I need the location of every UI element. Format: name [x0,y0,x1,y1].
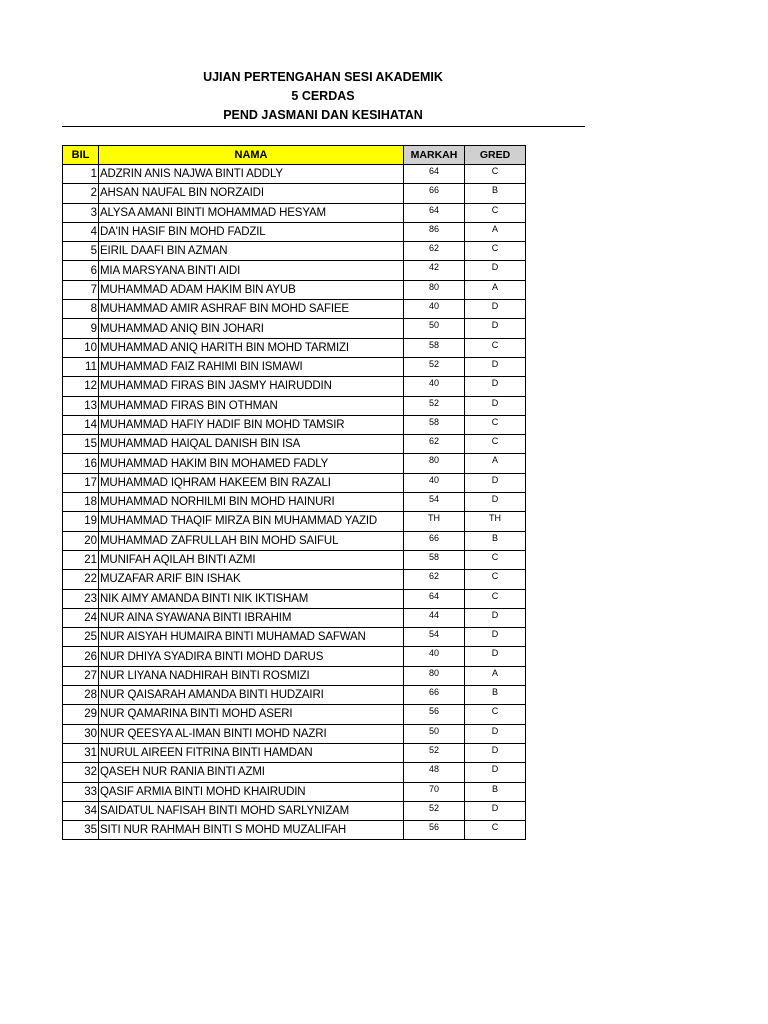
row-number: 14 [63,415,99,434]
student-name: NUR QAISARAH AMANDA BINTI HUDZAIRI [99,686,404,705]
row-number: 33 [63,782,99,801]
row-number: 16 [63,454,99,473]
column-header-gred: GRED [465,146,526,165]
table-row [63,261,526,280]
column-header-nama: NAMA [99,146,404,165]
student-mark: 56 [404,821,465,840]
table-row [63,821,526,840]
student-name: MUHAMMAD HAIQAL DANISH BIN ISA [99,435,404,454]
student-mark: 40 [404,647,465,666]
table-row [63,686,526,705]
student-grade: A [465,222,526,241]
student-name: SAIDATUL NAFISAH BINTI MOHD SARLYNIZAM [99,801,404,820]
student-name: MUHAMMAD IQHRAM HAKEEM BIN RAZALI [99,473,404,492]
student-name: AHSAN NAUFAL BIN NORZAIDI [99,184,404,203]
row-number: 28 [63,686,99,705]
table-row [63,570,526,589]
class-name: 5 CERDAS [291,89,355,103]
table-row [63,184,526,203]
student-mark: 62 [404,435,465,454]
table-row [63,705,526,724]
table-row [63,608,526,627]
student-mark: 58 [404,415,465,434]
student-grade: D [465,396,526,415]
student-name: NUR QEESYA AL-IMAN BINTI MOHD NAZRI [99,724,404,743]
row-number: 8 [63,300,99,319]
student-grade: D [465,647,526,666]
row-number: 30 [63,724,99,743]
student-grade: D [465,261,526,280]
student-mark: 52 [404,801,465,820]
student-name: MUHAMMAD FIRAS BIN JASMY HAIRUDDIN [99,377,404,396]
row-number: 20 [63,531,99,550]
student-grade: D [465,493,526,512]
table-row [63,203,526,222]
row-number: 15 [63,435,99,454]
row-number: 6 [63,261,99,280]
student-grade: D [465,608,526,627]
table-row [63,280,526,299]
table-row [63,357,526,376]
student-mark: 42 [404,261,465,280]
table-row [63,724,526,743]
student-mark: 80 [404,666,465,685]
row-number: 9 [63,319,99,338]
student-mark: 64 [404,203,465,222]
student-mark: TH [404,512,465,531]
student-mark: 62 [404,242,465,261]
student-grade: C [465,435,526,454]
row-number: 19 [63,512,99,531]
student-grade: D [465,743,526,762]
student-mark: 70 [404,782,465,801]
student-mark: 54 [404,628,465,647]
student-mark: 86 [404,222,465,241]
student-name: MUHAMMAD FAIZ RAHIMI BIN ISMAWI [99,357,404,376]
student-name: ADZRIN ANIS NAJWA BINTI ADDLY [99,165,404,184]
student-mark: 54 [404,493,465,512]
student-mark: 44 [404,608,465,627]
student-mark: 40 [404,473,465,492]
row-number: 25 [63,628,99,647]
table-row [63,782,526,801]
student-mark: 58 [404,338,465,357]
student-name: EIRIL DAAFI BIN AZMAN [99,242,404,261]
table-row [63,473,526,492]
student-name: MUHAMMAD ZAFRULLAH BIN MOHD SAIFUL [99,531,404,550]
student-grade: D [465,319,526,338]
student-grade: D [465,300,526,319]
student-name: NIK AIMY AMANDA BINTI NIK IKTISHAM [99,589,404,608]
student-grade: C [465,705,526,724]
row-number: 7 [63,280,99,299]
table-row [63,377,526,396]
table-row [63,435,526,454]
row-number: 31 [63,743,99,762]
student-mark: 40 [404,377,465,396]
table-row [63,242,526,261]
exam-title: UJIAN PERTENGAHAN SESI AKADEMIK [203,70,443,84]
student-grade: C [465,821,526,840]
student-grade: B [465,531,526,550]
student-mark: 64 [404,589,465,608]
student-name: NUR LIYANA NADHIRAH BINTI ROSMIZI [99,666,404,685]
student-grade: C [465,242,526,261]
student-mark: 52 [404,743,465,762]
student-grade: C [465,589,526,608]
student-grade: B [465,686,526,705]
row-number: 10 [63,338,99,357]
row-number: 3 [63,203,99,222]
student-name: MUHAMMAD ANIQ BIN JOHARI [99,319,404,338]
student-name: NURUL AIREEN FITRINA BINTI HAMDAN [99,743,404,762]
student-name: MUHAMMAD HAFIY HADIF BIN MOHD TAMSIR [99,415,404,434]
table-header-row [63,146,526,165]
student-grade: D [465,473,526,492]
student-mark: 80 [404,280,465,299]
student-grade: C [465,338,526,357]
student-name: QASEH NUR RANIA BINTI AZMI [99,763,404,782]
student-mark: 52 [404,357,465,376]
row-number: 24 [63,608,99,627]
student-mark: 56 [404,705,465,724]
student-grade: A [465,280,526,299]
student-mark: 66 [404,531,465,550]
student-grade: TH [465,512,526,531]
row-number: 23 [63,589,99,608]
student-grade: D [465,724,526,743]
student-name: SITI NUR RAHMAH BINTI S MOHD MUZALIFAH [99,821,404,840]
table-row [63,300,526,319]
student-name: ALYSA AMANI BINTI MOHAMMAD HESYAM [99,203,404,222]
student-mark: 64 [404,165,465,184]
table-body [63,165,526,840]
student-mark: 66 [404,686,465,705]
student-grade: B [465,782,526,801]
student-name: MUHAMMAD ADAM HAKIM BIN AYUB [99,280,404,299]
table-row [63,222,526,241]
student-name: QASIF ARMIA BINTI MOHD KHAIRUDIN [99,782,404,801]
table-row [63,531,526,550]
student-name: NUR DHIYA SYADIRA BINTI MOHD DARUS [99,647,404,666]
table-row [63,801,526,820]
row-number: 4 [63,222,99,241]
student-name: MUHAMMAD FIRAS BIN OTHMAN [99,396,404,415]
student-grade: D [465,801,526,820]
student-grade: D [465,357,526,376]
student-grade: D [465,628,526,647]
table-row [63,493,526,512]
student-mark: 52 [404,396,465,415]
student-name: MUHAMMAD THAQIF MIRZA BIN MUHAMMAD YAZID [99,512,404,531]
table-row [63,743,526,762]
row-number: 34 [63,801,99,820]
table-row [63,165,526,184]
student-name: MUHAMMAD AMIR ASHRAF BIN MOHD SAFIEE [99,300,404,319]
student-mark: 62 [404,570,465,589]
student-mark: 66 [404,184,465,203]
subject-name: PEND JASMANI DAN KESIHATAN [223,108,423,122]
student-mark: 80 [404,454,465,473]
table-row [63,338,526,357]
student-grade: C [465,570,526,589]
table-row [63,589,526,608]
student-name: NUR AISYAH HUMAIRA BINTI MUHAMAD SAFWAN [99,628,404,647]
student-grade: A [465,666,526,685]
row-number: 1 [63,165,99,184]
table-row [63,512,526,531]
student-grade: C [465,165,526,184]
results-table [62,145,526,840]
student-name: NUR AINA SYAWANA BINTI IBRAHIM [99,608,404,627]
row-number: 22 [63,570,99,589]
student-mark: 50 [404,724,465,743]
row-number: 32 [63,763,99,782]
student-name: MUZAFAR ARIF BIN ISHAK [99,570,404,589]
table-row [63,550,526,569]
student-grade: C [465,550,526,569]
row-number: 2 [63,184,99,203]
student-name: MUHAMMAD ANIQ HARITH BIN MOHD TARMIZI [99,338,404,357]
student-grade: C [465,203,526,222]
row-number: 18 [63,493,99,512]
table-row [63,415,526,434]
student-mark: 50 [404,319,465,338]
student-grade: D [465,763,526,782]
student-name: MUNIFAH AQILAH BINTI AZMI [99,550,404,569]
table-row [63,666,526,685]
student-name: DA'IN HASIF BIN MOHD FADZIL [99,222,404,241]
document-header [62,68,584,125]
student-name: MUHAMMAD HAKIM BIN MOHAMED FADLY [99,454,404,473]
header-divider [62,126,585,127]
table-row [63,319,526,338]
column-header-markah: MARKAH [404,146,465,165]
student-grade: D [465,377,526,396]
row-number: 5 [63,242,99,261]
column-header-bil: BIL [63,146,99,165]
table-row [63,647,526,666]
table-row [63,454,526,473]
student-mark: 40 [404,300,465,319]
student-grade: A [465,454,526,473]
student-name: NUR QAMARINA BINTI MOHD ASERI [99,705,404,724]
row-number: 35 [63,821,99,840]
table-row [63,396,526,415]
student-mark: 58 [404,550,465,569]
student-grade: C [465,415,526,434]
student-mark: 48 [404,763,465,782]
row-number: 13 [63,396,99,415]
row-number: 11 [63,357,99,376]
row-number: 29 [63,705,99,724]
row-number: 21 [63,550,99,569]
row-number: 26 [63,647,99,666]
student-name: MUHAMMAD NORHILMI BIN MOHD HAINURI [99,493,404,512]
row-number: 12 [63,377,99,396]
row-number: 17 [63,473,99,492]
table-row [63,628,526,647]
row-number: 27 [63,666,99,685]
student-name: MIA MARSYANA BINTI AIDI [99,261,404,280]
student-grade: B [465,184,526,203]
table-row [63,763,526,782]
